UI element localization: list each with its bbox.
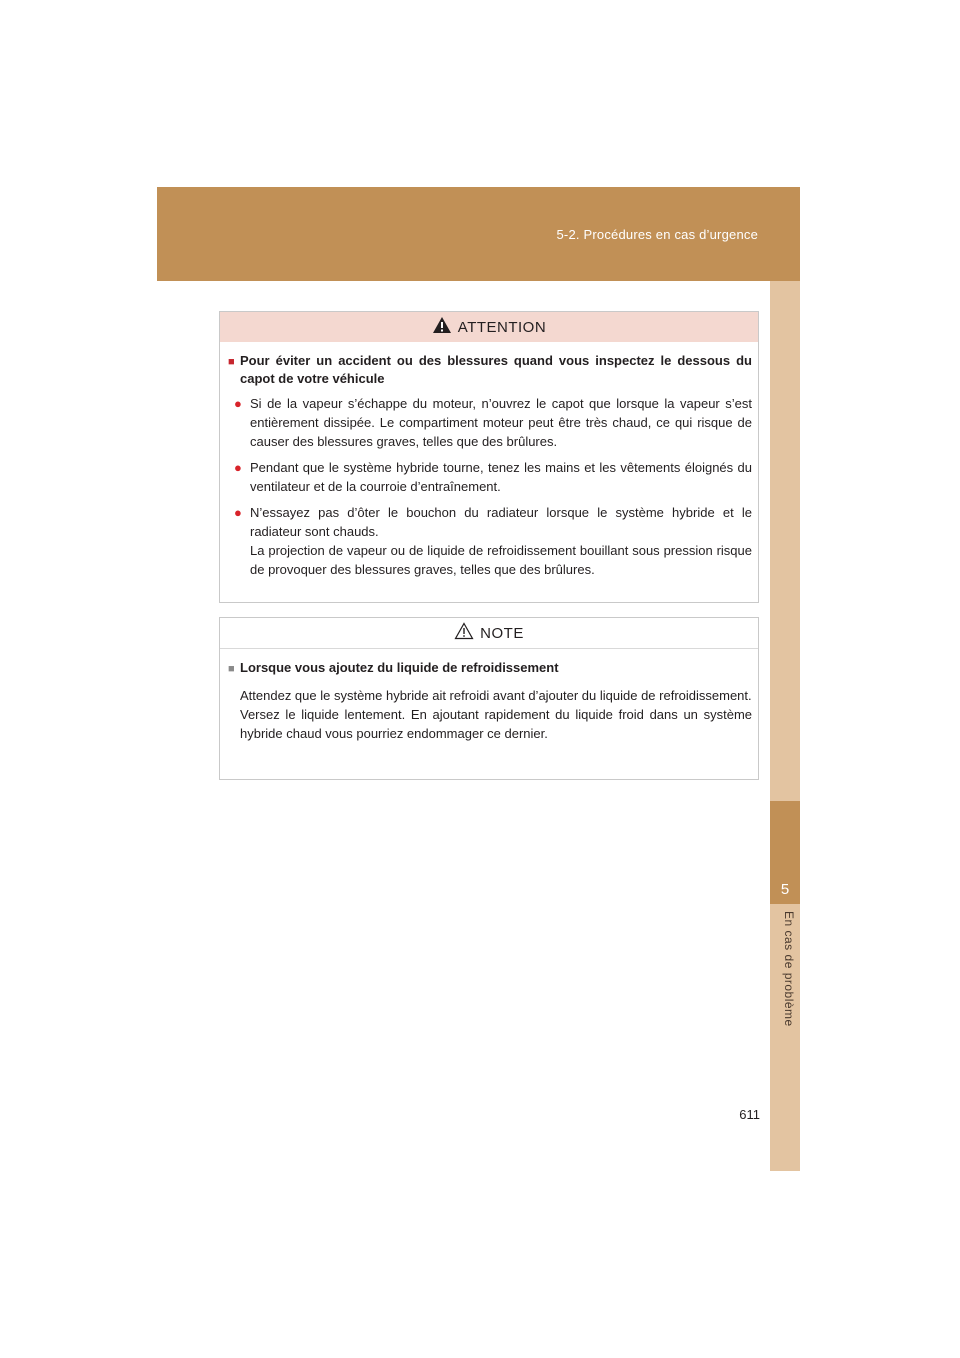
bullet-text-continuation: La projection de vapeur ou de liquide de refroidissement bouillant sous pression risque de provoquer des blessures graves, telles que des brûlures. <box>250 543 752 577</box>
bullet-text: Si de la vapeur s’échappe du moteur, n’ouvrez le capot que lorsque la vapeur s’est entièrement dissipée. Le compartiment moteur peut être très chaud, ce qui risque de causer des blessures graves, telles que des brûlures. <box>250 396 752 449</box>
warning-triangle-outline-icon <box>454 622 474 644</box>
bullet-dot-icon: ● <box>234 460 242 475</box>
side-chapter-strip <box>770 281 800 1171</box>
attention-bullets <box>228 394 752 579</box>
list-item <box>228 503 752 579</box>
note-title: NOTE <box>480 624 524 642</box>
note-paragraph: Versez le liquide lentement. En ajoutant rapidement du liquide froid dans un système hybride chaud vous pourriez endommager ce dernier. <box>240 707 752 741</box>
page-number: 611 <box>739 1107 760 1122</box>
note-header <box>220 618 758 649</box>
square-bullet-icon: ■ <box>228 663 235 675</box>
attention-heading-text: Pour éviter un accident ou des blessures quand vous inspectez le dessous du capot de votre véhicule <box>240 353 752 386</box>
attention-title: ATTENTION <box>457 318 547 336</box>
attention-heading <box>228 352 752 388</box>
note-heading-text: Lorsque vous ajoutez du liquide de refroidissement <box>240 660 559 675</box>
bullet-text: Pendant que le système hybride tourne, tenez les mains et les vêtements éloignés du ventilateur et de la courroie d’entraînement. <box>250 460 752 494</box>
warning-triangle-icon <box>432 316 452 338</box>
note-body <box>220 649 758 743</box>
bullet-dot-icon: ● <box>234 505 242 520</box>
chapter-number-tab <box>770 801 800 904</box>
list-item <box>228 458 752 496</box>
list-item <box>228 394 752 451</box>
note-heading <box>228 659 752 678</box>
bullet-text: N’essayez pas d’ôter le bouchon du radiateur lorsque le système hybride et le radiateur sont chauds. <box>250 505 752 539</box>
note-box <box>219 617 759 780</box>
attention-header <box>220 312 758 342</box>
attention-box <box>219 311 759 603</box>
chapter-number: 5 <box>780 881 790 898</box>
square-bullet-icon: ■ <box>228 356 235 368</box>
section-header-band <box>157 187 800 281</box>
section-title: 5-2. Procédures en cas d’urgence <box>556 227 758 242</box>
bullet-text-group <box>250 503 752 579</box>
note-paragraph: Attendez que le système hybride ait refroidi avant d’ajouter du liquide de refroidissement. <box>240 688 752 703</box>
bullet-dot-icon: ● <box>234 396 242 411</box>
attention-body <box>220 342 758 579</box>
chapter-title: En cas de problème <box>782 911 796 1027</box>
